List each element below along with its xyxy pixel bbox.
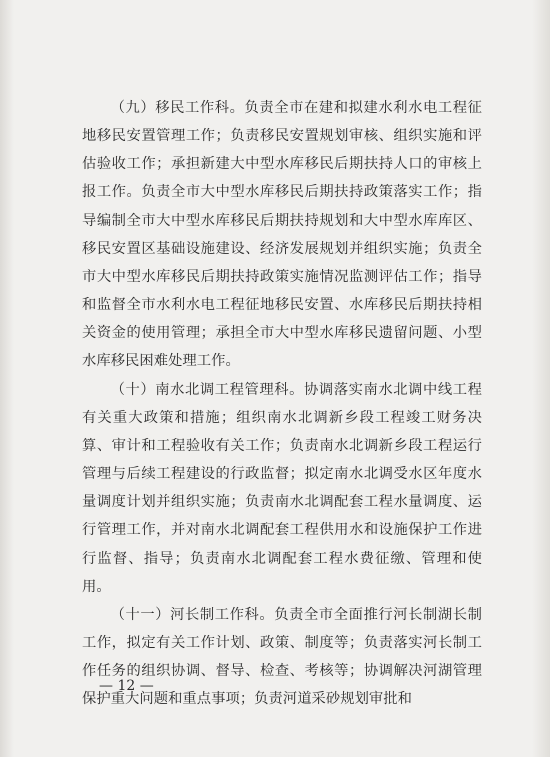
page-edge-shadow-right [532, 0, 550, 757]
paragraph-river-chief-section: （十一）河长制工作科。负责全市全面推行河长制湖长制工作，拟定有关工作计划、政策、制度等；负责落实河长制工作任务的组织协调、督导、检查、考核等；协调解决河湖管理保护重大问题和重点事项；负责河道采砂规划审批和 [82, 606, 482, 708]
page-edge-shadow-left [0, 0, 14, 757]
page-number: — 12 — [99, 678, 154, 694]
paragraph-immigration-section: （九）移民工作科。负责全市在建和拟建水利水电工程征地移民安置管理工作；负责移民安置规划审核、组织实施和评估验收工作；承担新建大中型水库移民后期扶持人口的审核上报工作。负责全市大中型水库移民后期扶持政策落实工作；指导编制全市大中型水库移民后期扶持规划和大中型水库库区、移民安置区基础设施建设、经济发展规划并组织实施；负责全市大中型水库移民后期扶持政策实施情况监测评估工作；指导和监督全市水利水电工程征地移民安置、水库移民后期扶持相关资金的使用管理；承担全市大中型水库移民遗留问题、小型水库移民困难处理工作。 [82, 100, 482, 370]
document-body [82, 94, 482, 713]
paragraph-south-north-water-section: （十）南水北调工程管理科。协调落实南水北调中线工程有关重大政策和措施；组织南水北调新乡段工程竣工财务决算、审计和工程验收有关工作；负责南水北调新乡段工程运行管理与后续工程建设的行政监督；拟定南水北调受水区年度水量调度计划并组织实施；负责南水北调配套工程水量调度、运行管理工作，并对南水北调配套工程供用水和设施保护工作进行监督、指导；负责南水北调配套工程水费征缴、管理和使用。 [82, 381, 482, 595]
